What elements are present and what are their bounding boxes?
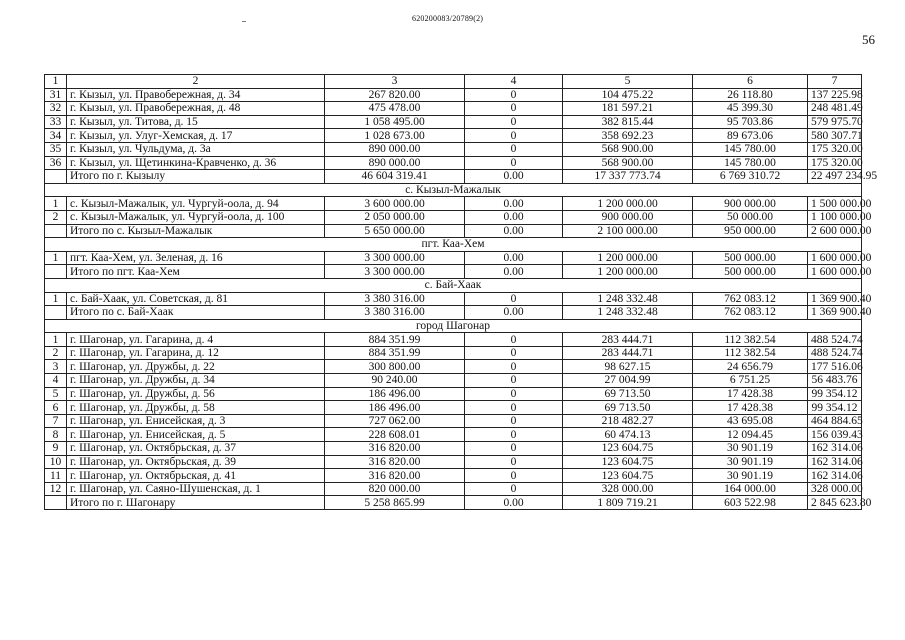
table-cell: 1 809 719.21 (563, 496, 693, 510)
table-cell: 727 062.00 (325, 414, 465, 428)
table-row (45, 360, 862, 374)
table-cell: 12 (45, 482, 67, 496)
table-cell: 1 369 900.40 (808, 306, 862, 320)
table-cell: 6 769 310.72 (693, 170, 808, 184)
table-cell: 248 481.49 (808, 102, 862, 116)
table-cell: г. Шагонар, ул. Дружбы, д. 56 (67, 387, 325, 401)
table-cell: 3 600 000.00 (325, 197, 465, 211)
column-header: 4 (465, 75, 563, 89)
table-row (45, 442, 862, 456)
column-header: 3 (325, 75, 465, 89)
table-cell: г. Шагонар, ул. Гагарина, д. 12 (67, 346, 325, 360)
table-cell: 0.00 (465, 306, 563, 320)
table-cell: 2 100 000.00 (563, 224, 693, 238)
table-cell: 69 713.50 (563, 401, 693, 415)
table-cell: 32 (45, 102, 67, 116)
section-header-row (45, 278, 862, 292)
table-cell: 464 884.65 (808, 414, 862, 428)
section-title: пгт. Каа-Хем (45, 238, 862, 252)
table-cell: 3 (45, 360, 67, 374)
section-title: с. Кызыл-Мажалык (45, 183, 862, 197)
table-cell: 884 351.99 (325, 346, 465, 360)
table-row (45, 88, 862, 102)
table-cell: 162 314.06 (808, 442, 862, 456)
table-cell: 900 000.00 (693, 197, 808, 211)
table-cell: 0 (465, 156, 563, 170)
table-cell: 123 604.75 (563, 442, 693, 456)
table-cell: 328 000.00 (563, 482, 693, 496)
table-cell: 22 497 234.95 (808, 170, 862, 184)
table-cell: 112 382.54 (693, 333, 808, 347)
table-cell: 56 483.76 (808, 374, 862, 388)
table-cell: 34 (45, 129, 67, 143)
table-cell: Итого по с. Кызыл-Мажалык (67, 224, 325, 238)
table-cell: 69 713.50 (563, 387, 693, 401)
table-cell: 500 000.00 (693, 265, 808, 279)
table-cell: 488 524.74 (808, 346, 862, 360)
table-cell: 2 (45, 210, 67, 224)
table-body (45, 75, 878, 510)
table-cell: 181 597.21 (563, 102, 693, 116)
scan-mark (242, 21, 246, 22)
table-cell: 31 (45, 88, 67, 102)
table-cell: 4 (45, 374, 67, 388)
table-cell: 0 (465, 374, 563, 388)
table-cell: 145 780.00 (693, 142, 808, 156)
table-cell: 603 522.98 (693, 496, 808, 510)
table-cell: 1 (45, 251, 67, 265)
table-cell: 162 314.06 (808, 455, 862, 469)
table-row (45, 346, 862, 360)
table-cell: 8 (45, 428, 67, 442)
table-cell: 9 (45, 442, 67, 456)
table-cell: 1 (45, 197, 67, 211)
table-cell: 0.00 (465, 251, 563, 265)
table-cell: 6 751.25 (693, 374, 808, 388)
table-cell: 580 307.71 (808, 129, 862, 143)
table-cell: 1 248 332.48 (563, 306, 693, 320)
table-cell: 7 (45, 414, 67, 428)
table-cell: 35 (45, 142, 67, 156)
total-row (45, 224, 862, 238)
table-cell: 1 058 495.00 (325, 115, 465, 129)
table-row (45, 428, 862, 442)
table-cell: 1 (45, 333, 67, 347)
table-cell: 30 901.19 (693, 442, 808, 456)
column-header: 1 (45, 75, 67, 89)
table-cell: 1 (45, 292, 67, 306)
table-cell: г. Шагонар, ул. Гагарина, д. 4 (67, 333, 325, 347)
table-cell: 145 780.00 (693, 156, 808, 170)
table-cell (45, 306, 67, 320)
table-cell: 60 474.13 (563, 428, 693, 442)
table-cell: Итого по г. Шагонару (67, 496, 325, 510)
table-cell: 1 500 000.00 (808, 197, 862, 211)
table-cell: с. Кызыл-Мажалык, ул. Чургуй-оола, д. 94 (67, 197, 325, 211)
table-cell: 89 673.06 (693, 129, 808, 143)
table-cell: 358 692.23 (563, 129, 693, 143)
table-row (45, 197, 862, 211)
table-row (45, 292, 862, 306)
table-cell: 186 496.00 (325, 387, 465, 401)
table-row (45, 251, 862, 265)
table-cell: 228 608.01 (325, 428, 465, 442)
table-cell: 0 (465, 414, 563, 428)
table-cell: 12 094.45 (693, 428, 808, 442)
table-cell: 568 900.00 (563, 142, 693, 156)
table-row (45, 387, 862, 401)
table-cell: 890 000.00 (325, 156, 465, 170)
table-cell: г. Шагонар, ул. Октябрьская, д. 41 (67, 469, 325, 483)
table-cell: 27 004.99 (563, 374, 693, 388)
table-cell: Итого по г. Кызылу (67, 170, 325, 184)
total-row (45, 306, 862, 320)
table-cell: 900 000.00 (563, 210, 693, 224)
table-cell: пгт. Каа-Хем, ул. Зеленая, д. 16 (67, 251, 325, 265)
table-cell: 579 975.70 (808, 115, 862, 129)
table-cell: 1 248 332.48 (563, 292, 693, 306)
table-cell: 11 (45, 469, 67, 483)
table-cell: 0 (465, 333, 563, 347)
table-cell: 6 (45, 401, 67, 415)
table-cell: 762 083.12 (693, 292, 808, 306)
table-cell: с. Бай-Хаак, ул. Советская, д. 81 (67, 292, 325, 306)
table-cell: 0 (465, 469, 563, 483)
table-cell: г. Кызыл, ул. Чульдума, д. 3а (67, 142, 325, 156)
total-row (45, 265, 862, 279)
table-cell: 3 300 000.00 (325, 265, 465, 279)
column-header: 6 (693, 75, 808, 89)
table-cell: 488 524.74 (808, 333, 862, 347)
table-cell: 177 516.06 (808, 360, 862, 374)
table-cell: 95 703.86 (693, 115, 808, 129)
table-cell: 164 000.00 (693, 482, 808, 496)
column-header-row (45, 75, 862, 89)
table-cell: 890 000.00 (325, 142, 465, 156)
table-cell: 0 (465, 115, 563, 129)
table-cell: 3 380 316.00 (325, 306, 465, 320)
table-cell: 175 320.00 (808, 156, 862, 170)
table-cell: 5 (45, 387, 67, 401)
table-row (45, 210, 862, 224)
table-cell: 0.00 (465, 210, 563, 224)
table-cell: 123 604.75 (563, 469, 693, 483)
table-cell: 316 820.00 (325, 469, 465, 483)
table-cell: 2 (45, 346, 67, 360)
column-header: 5 (563, 75, 693, 89)
table-cell: г. Шагонар, ул. Енисейская, д. 5 (67, 428, 325, 442)
table-row (45, 469, 862, 483)
table-cell: 218 482.27 (563, 414, 693, 428)
table-cell: 0 (465, 142, 563, 156)
table-cell: 283 444.71 (563, 333, 693, 347)
table-cell: 50 000.00 (693, 210, 808, 224)
table-cell: 3 300 000.00 (325, 251, 465, 265)
table-cell: 45 399.30 (693, 102, 808, 116)
table-cell: 568 900.00 (563, 156, 693, 170)
table-cell: 0 (465, 360, 563, 374)
table-cell: 500 000.00 (693, 251, 808, 265)
table-cell: 0 (465, 455, 563, 469)
table-cell: 884 351.99 (325, 333, 465, 347)
table-cell: 0.00 (465, 265, 563, 279)
section-header-row (45, 183, 862, 197)
table-cell: 186 496.00 (325, 401, 465, 415)
table-cell: 1 600 000.00 (808, 251, 862, 265)
table-cell: 0.00 (465, 197, 563, 211)
table-cell: г. Кызыл, ул. Правобережная, д. 48 (67, 102, 325, 116)
table-cell: 0 (465, 292, 563, 306)
table-row (45, 115, 862, 129)
table-cell: 1 100 000.00 (808, 210, 862, 224)
table-row (45, 102, 862, 116)
section-header-row (45, 238, 862, 252)
table-cell: г. Шагонар, ул. Саяно-Шушенская, д. 1 (67, 482, 325, 496)
table-cell: 950 000.00 (693, 224, 808, 238)
table-cell: 0 (465, 401, 563, 415)
table-cell: 33 (45, 115, 67, 129)
table-cell: 99 354.12 (808, 401, 862, 415)
table-cell: 5 258 865.99 (325, 496, 465, 510)
table-cell: 0.00 (465, 170, 563, 184)
column-header: 2 (67, 75, 325, 89)
table-cell: 316 820.00 (325, 442, 465, 456)
table-cell: г. Кызыл, ул. Щетинкина-Кравченко, д. 36 (67, 156, 325, 170)
section-title: город Шагонар (45, 319, 862, 333)
table-cell: 283 444.71 (563, 346, 693, 360)
table-cell: 0 (465, 482, 563, 496)
table-cell: 1 028 673.00 (325, 129, 465, 143)
total-row (45, 496, 862, 510)
table-cell: 382 815.44 (563, 115, 693, 129)
table-cell (45, 224, 67, 238)
table-cell: г. Кызыл, ул. Правобережная, д. 34 (67, 88, 325, 102)
table-cell: 1 200 000.00 (563, 251, 693, 265)
table-cell: 99 354.12 (808, 387, 862, 401)
table-cell: 30 901.19 (693, 469, 808, 483)
table-cell: 0.00 (465, 224, 563, 238)
table-cell: г. Шагонар, ул. Дружбы, д. 22 (67, 360, 325, 374)
total-row (45, 170, 862, 184)
table-cell: с. Кызыл-Мажалык, ул. Чургуй-оола, д. 100 (67, 210, 325, 224)
table-row (45, 156, 862, 170)
table-cell: г. Шагонар, ул. Дружбы, д. 34 (67, 374, 325, 388)
table-cell: 162 314.06 (808, 469, 862, 483)
table-cell: г. Шагонар, ул. Октябрьская, д. 37 (67, 442, 325, 456)
table-cell: 17 337 773.74 (563, 170, 693, 184)
table-cell: 46 604 319.41 (325, 170, 465, 184)
table-cell (45, 496, 67, 510)
table-cell: 26 118.80 (693, 88, 808, 102)
table-cell: 175 320.00 (808, 142, 862, 156)
table-cell: г. Шагонар, ул. Дружбы, д. 58 (67, 401, 325, 415)
table-cell: 156 039.43 (808, 428, 862, 442)
table-cell: 137 225.98 (808, 88, 862, 102)
section-title: с. Бай-Хаак (45, 278, 862, 292)
table-cell: г. Шагонар, ул. Октябрьская, д. 39 (67, 455, 325, 469)
table-cell: 0.00 (465, 496, 563, 510)
table-cell: 0 (465, 442, 563, 456)
table-cell: 1 200 000.00 (563, 197, 693, 211)
table-cell: 36 (45, 156, 67, 170)
table-cell: г. Шагонар, ул. Енисейская, д. 3 (67, 414, 325, 428)
table-row (45, 414, 862, 428)
table-row (45, 374, 862, 388)
column-header: 7 (808, 75, 862, 89)
table-cell: 1 600 000.00 (808, 265, 862, 279)
table-row (45, 401, 862, 415)
table-cell: 0 (465, 387, 563, 401)
table-cell: 475 478.00 (325, 102, 465, 116)
table-row (45, 482, 862, 496)
table-cell: Итого по пгт. Каа-Хем (67, 265, 325, 279)
table-cell: 2 845 623.80 (808, 496, 862, 510)
table-cell: 3 380 316.00 (325, 292, 465, 306)
housing-repair-table (44, 74, 878, 510)
table-cell (45, 170, 67, 184)
table-cell: 328 000.00 (808, 482, 862, 496)
table-cell: 24 656.79 (693, 360, 808, 374)
table-cell: 762 083.12 (693, 306, 808, 320)
table-cell: 820 000.00 (325, 482, 465, 496)
table-cell: 17 428.38 (693, 401, 808, 415)
table-row (45, 333, 862, 347)
table-cell: 1 369 900.40 (808, 292, 862, 306)
table-cell: 112 382.54 (693, 346, 808, 360)
table-cell: 0 (465, 346, 563, 360)
table-cell: 0 (465, 102, 563, 116)
table-cell: г. Кызыл, ул. Улуг-Хемская, д. 17 (67, 129, 325, 143)
document-number: 620200083/20789(2) (412, 14, 484, 23)
table-cell: 267 820.00 (325, 88, 465, 102)
table-cell (45, 265, 67, 279)
table-cell: 2 600 000.00 (808, 224, 862, 238)
table-cell: 0 (465, 428, 563, 442)
table-cell: 10 (45, 455, 67, 469)
section-header-row (45, 319, 862, 333)
table-cell: 2 050 000.00 (325, 210, 465, 224)
table-row (45, 455, 862, 469)
table-row (45, 129, 862, 143)
table-cell: 30 901.19 (693, 455, 808, 469)
table-cell: 104 475.22 (563, 88, 693, 102)
table-cell: г. Кызыл, ул. Титова, д. 15 (67, 115, 325, 129)
table-cell: 17 428.38 (693, 387, 808, 401)
table-cell: 0 (465, 129, 563, 143)
table-cell: 98 627.15 (563, 360, 693, 374)
table-cell: 316 820.00 (325, 455, 465, 469)
table-cell: 0 (465, 88, 563, 102)
table-cell: Итого по с. Бай-Хаак (67, 306, 325, 320)
table-cell: 300 800.00 (325, 360, 465, 374)
table-cell: 90 240.00 (325, 374, 465, 388)
table-row (45, 142, 862, 156)
table-cell: 43 695.08 (693, 414, 808, 428)
table-cell: 123 604.75 (563, 455, 693, 469)
table-cell: 1 200 000.00 (563, 265, 693, 279)
table-cell: 5 650 000.00 (325, 224, 465, 238)
page-number: 56 (862, 32, 875, 47)
